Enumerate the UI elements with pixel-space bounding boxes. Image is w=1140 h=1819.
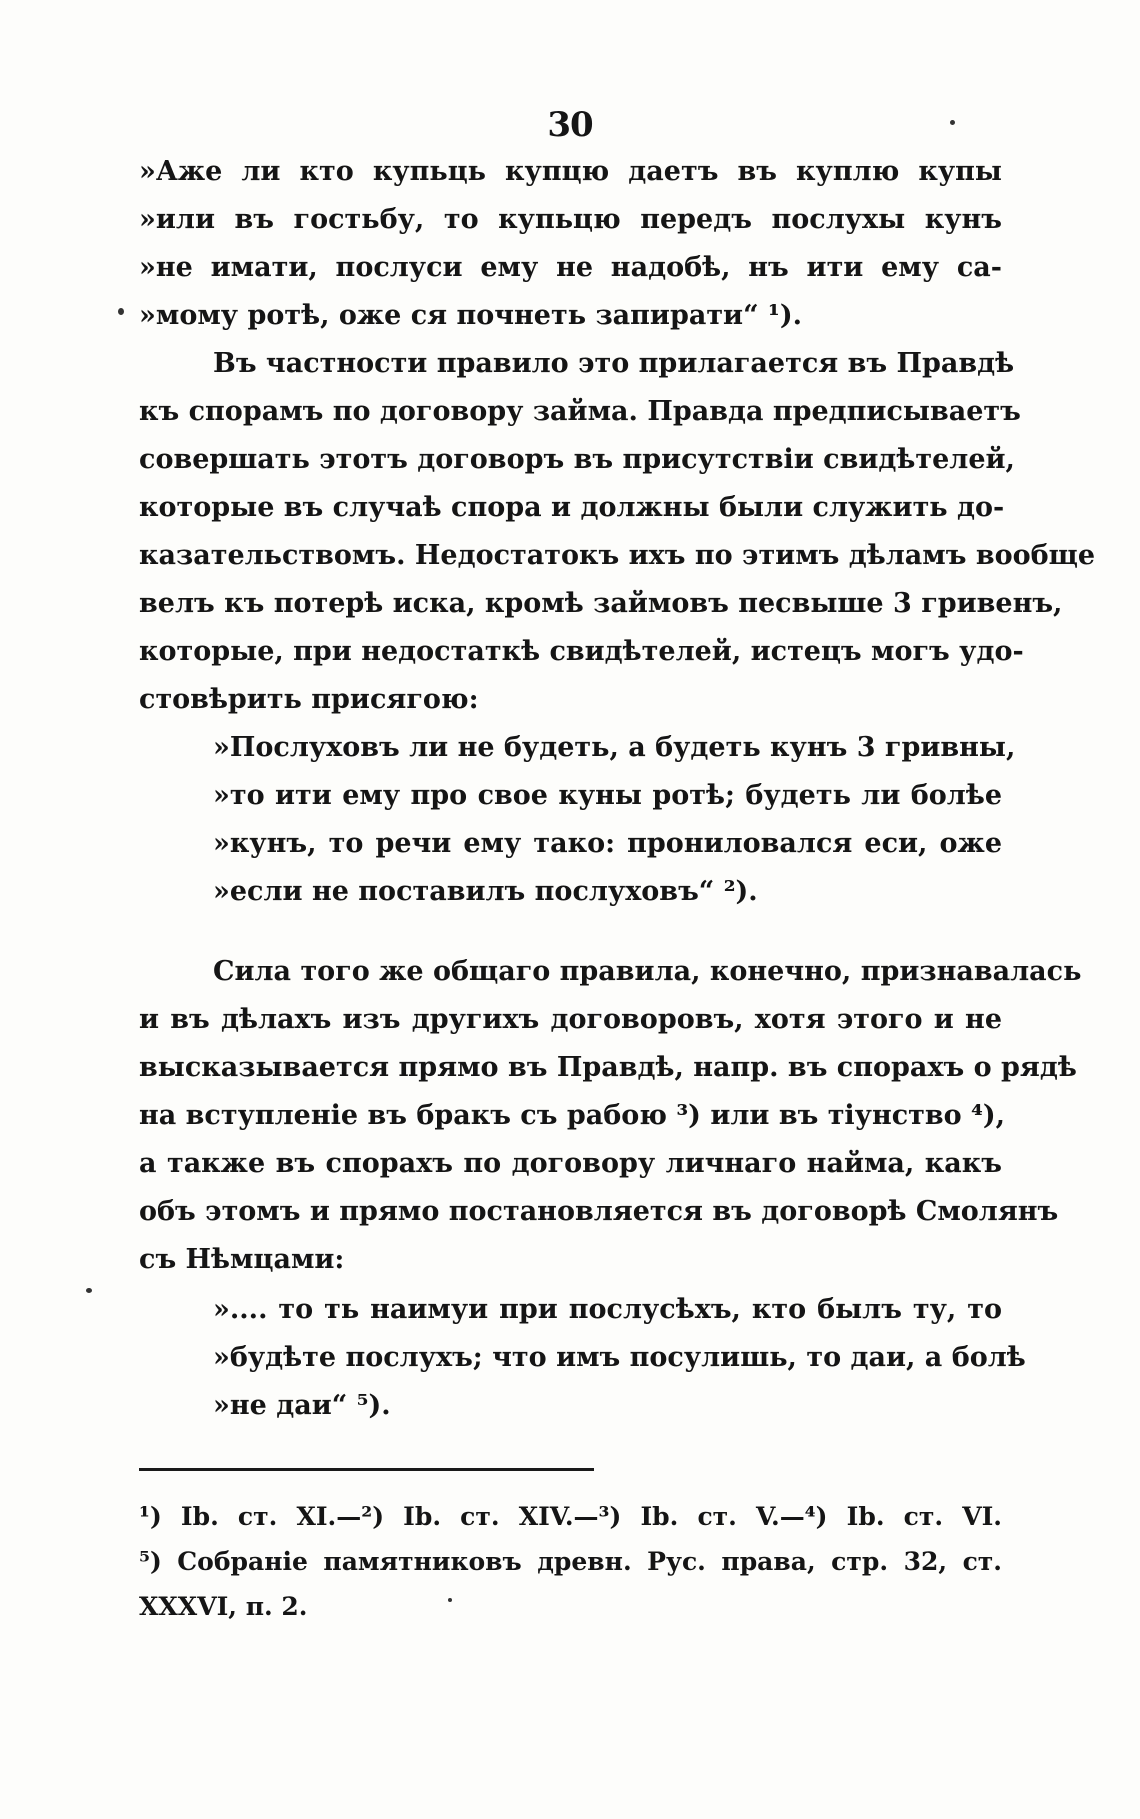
text-line: Сила того же общаго правила, конечно, признавалась bbox=[213, 956, 1082, 987]
text-line: которые, при недостаткѣ свидѣтелей, истецъ могъ удо- bbox=[139, 636, 1024, 667]
quote-line: »Аже ли кто купьць купцю даетъ въ куплю купы bbox=[139, 156, 1002, 187]
text-line: на вступленіе въ бракъ съ рабою ³) или въ тіунство ⁴), bbox=[139, 1100, 1006, 1131]
text-line: Въ частности правило это прилагается въ Правдѣ bbox=[213, 348, 1015, 379]
quote-line: »кунъ, то речи ему тако: прониловался еси, оже bbox=[213, 828, 1002, 859]
text-line: казательствомъ. Недостатокъ ихъ по этимъ дѣламъ вообще bbox=[139, 540, 1096, 571]
quote-line: »Послуховъ ли не будеть, а будеть кунъ 3 гривны, bbox=[213, 732, 1016, 763]
text-line: велъ къ потерѣ иска, кромѣ займовъ песвыше 3 гривенъ, bbox=[139, 588, 1063, 619]
quote-block-2 bbox=[139, 724, 1016, 916]
text-line: стовѣрить присягою: bbox=[139, 684, 479, 715]
text-line: и въ дѣлахъ изъ другихъ договоровъ, хотя этого и не bbox=[139, 1004, 1002, 1035]
quote-line: »не имати, послуси ему не надобѣ, нъ ити ему са- bbox=[139, 252, 1002, 283]
footnote-line: XXXVI, п. 2. bbox=[139, 1592, 308, 1621]
footnotes bbox=[139, 1494, 1002, 1629]
footnote-line: ⁵) Собраніе памятниковъ древн. Рус. права, стр. 32, ст. bbox=[139, 1547, 1002, 1576]
scan-speck bbox=[86, 1288, 92, 1293]
text-line: съ Нѣмцами: bbox=[139, 1244, 345, 1275]
quote-line: ».... то ть наимуи при послусѣхъ, кто былъ ту, то bbox=[213, 1294, 1002, 1325]
text-line: объ этомъ и прямо постановляется въ договорѣ Смолянъ bbox=[139, 1196, 1059, 1227]
quote-line: »мому ротѣ, оже ся почнеть запирати“ ¹). bbox=[139, 300, 803, 331]
scan-speck bbox=[448, 1598, 452, 1602]
quote-line: »будѣте послухъ; что имъ посулишь, то даи, а болѣ bbox=[213, 1342, 1026, 1373]
text-line: которые въ случаѣ спора и должны были служить до- bbox=[139, 492, 1005, 523]
scan-speck bbox=[950, 120, 955, 125]
paragraph-1 bbox=[139, 340, 1096, 724]
page-number: 30 bbox=[547, 105, 593, 145]
quote-line: »если не поставилъ послуховъ“ ²). bbox=[213, 876, 758, 907]
footnote-line: ¹) Ib. ст. XI.—²) Ib. ст. XIV.—³) Ib. ст. V.—⁴) Ib. ст. VI. bbox=[139, 1502, 1002, 1531]
quote-block-3 bbox=[139, 1286, 1026, 1430]
quote-block-1 bbox=[139, 148, 1002, 340]
text-line: а также въ спорахъ по договору личнаго найма, какъ bbox=[139, 1148, 1002, 1179]
footnote-divider bbox=[139, 1468, 594, 1471]
quote-line: »не даи“ ⁵). bbox=[213, 1390, 391, 1421]
scan-speck bbox=[118, 308, 124, 315]
text-line: къ спорамъ по договору займа. Правда предписываетъ bbox=[139, 396, 1021, 427]
quote-line: »или въ гостьбу, то купьцю передъ послухы кунъ bbox=[139, 204, 1002, 235]
text-line: совершать этотъ договоръ въ присутствіи свидѣтелей, bbox=[139, 444, 1015, 475]
quote-line: »то ити ему про свое куны ротѣ; будеть ли болѣе bbox=[213, 780, 1002, 811]
text-line: высказывается прямо въ Правдѣ, напр. въ спорахъ о рядѣ bbox=[139, 1052, 1077, 1083]
paragraph-2 bbox=[139, 948, 1082, 1284]
